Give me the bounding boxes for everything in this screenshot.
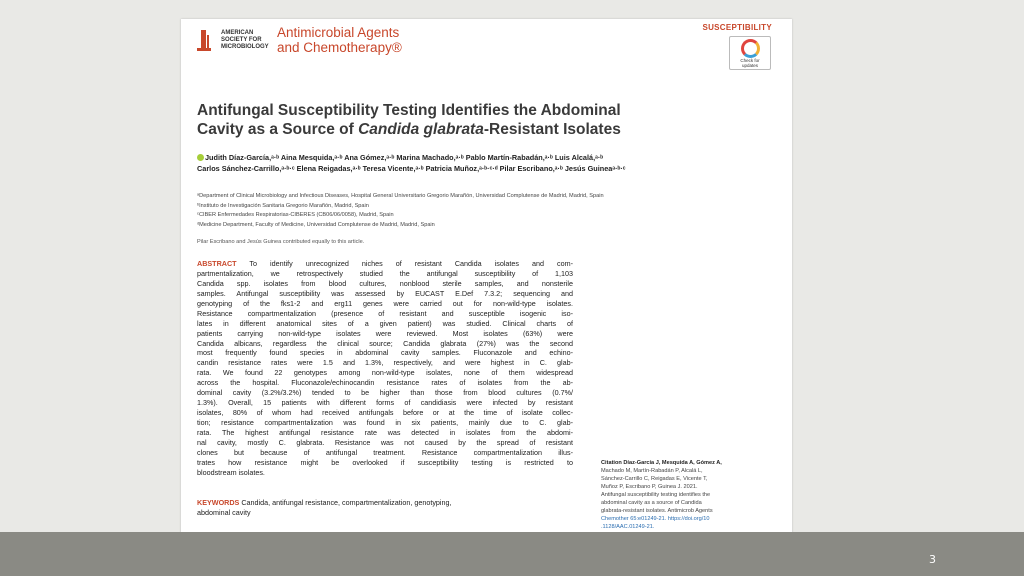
abstract-line: Candida albicans, regardless the clinical source; Candida glabrata (27%) was the second	[197, 338, 573, 348]
abstract-line: isolates, 80% of whom had received antifungals before or at the time of isolate collec-	[197, 408, 573, 418]
author-list	[197, 152, 777, 174]
title-species: Candida glabrata	[358, 121, 484, 138]
title-text: -Resistant Isolates	[483, 121, 621, 138]
journal-name	[277, 25, 402, 55]
affiliation: ᵇInstituto de Investigación Sanitaria Gregorio Marañón, Madrid, Spain	[197, 202, 369, 209]
author-line	[197, 163, 777, 174]
citation-line: abdominal cavity as a source of Candida	[601, 500, 702, 506]
journal-line: and Chemotherapy®	[277, 40, 402, 55]
journal-line: Antimicrobial Agents	[277, 25, 400, 40]
citation-line: Sánchez-Carrillo C, Reigadas E, Vicente T,	[601, 476, 708, 482]
abstract-line: dominal cavity (3.2%/3.2%) tended to be higher than those from blood cultures (0.7%/	[197, 388, 573, 398]
doi-link[interactable]: .1128/AAC.01249-21.	[601, 524, 655, 530]
contribution-note: Pilar Escribano and Jesús Guinea contributed equally to this article.	[197, 239, 365, 245]
keywords-line	[197, 498, 573, 508]
check-for-updates-button[interactable]	[729, 36, 771, 70]
abstract-label: ABSTRACT	[197, 259, 237, 268]
affiliation: ᵃDepartment of Clinical Microbiology and Infectious Diseases, Hospital General Universitario Gregorio Marañón, Universidad Complutense de Madrid, Madrid, Spain	[197, 193, 604, 199]
citation-line: Antifungal susceptibility testing identifies the	[601, 492, 711, 498]
keywords-label: KEYWORDS	[197, 498, 240, 507]
keywords-line: abdominal cavity	[197, 508, 251, 517]
citation-line: Muñoz P, Escribano P, Guinea J. 2021.	[601, 484, 698, 490]
author-names: Judith Díaz-García,ᵃ·ᵇ Aina Mesquida,ᵃ·ᵇ Ana Gómez,ᵃ·ᵇ Marina Machado,ᵃ·ᵇ Pablo Martín-Rabadán,ᵃ·ᵇ Luis Alcalá,ᵃ·ᵇ	[205, 153, 604, 162]
abstract-line: rata. The highest antifungal resistance rate was detected in isolates from the abdomi-	[197, 427, 573, 437]
abstract-line: nal cavity, mostly C. glabrata. Resistance was not caused by the spread of resistant	[197, 437, 573, 447]
org-line: SOCIETY FOR	[221, 37, 262, 43]
title-line: Antifungal Susceptibility Testing Identifies the Abdominal	[197, 102, 621, 119]
affiliation: ᵈMedicine Department, Faculty of Medicine, Universidad Complutense de Madrid, Madrid, Spain	[197, 221, 435, 228]
abstract-line: clones but because of antifungal treatment. Resistance compartmentalization illus-	[197, 447, 573, 457]
article-title	[197, 101, 737, 139]
slide-footer-band	[0, 532, 1024, 576]
citation-box	[601, 459, 761, 539]
journal-article-page	[181, 19, 792, 552]
asm-logo-icon	[195, 27, 215, 55]
abstract-line: across the hospital. Fluconazole/echinocandin resistance rates of isolates from the ab-	[197, 378, 573, 388]
abstract-line: Candida spp. isolates from blood cultures, nonblood sterile samples, and nonsterile	[197, 278, 573, 288]
section-label: SUSCEPTIBILITY	[702, 23, 772, 32]
title-line	[197, 120, 737, 139]
abstract-line: tion; resistance compartmentalization was found in six patients, mainly due to C. glab-	[197, 418, 573, 427]
abstract-line: bloodstream isolates.	[197, 467, 265, 477]
org-line: AMERICAN	[221, 30, 254, 36]
check-updates-label: Check for	[740, 58, 760, 63]
author-names: Carlos Sánchez-Carrillo,ᵃ·ᵇ·ᶜ Elena Reigadas,ᵃ·ᵇ Teresa Vicente,ᵃ·ᵇ Patricia Muñoz,ᵃ·ᵇ·ᶜ·ᵈ Pilar Escribano,ᵃ·ᵇ Jesús Guineaᵃ·ᵇ·ᶜ	[197, 164, 626, 173]
abstract-line: partmentalization, we retrospectively studied the antifungal susceptibility of 1,103	[197, 268, 573, 278]
keywords	[197, 498, 573, 518]
citation-line: Citation Díaz-García J, Mesquida A, Gómez A,	[601, 460, 722, 466]
slide-number: 3	[929, 553, 936, 566]
abstract-line: most frequently found species in abdominal cavity samples. Fluconazole and echino-	[197, 348, 573, 358]
affiliations	[197, 192, 604, 230]
abstract-line: lates in different anatomical sites of a given patient) was studied. Clinical charts of	[197, 318, 573, 328]
check-updates-label: updates	[741, 63, 758, 68]
orcid-icon[interactable]	[197, 154, 204, 161]
doi-link[interactable]: Chemother 65:e01249-21. https://doi.org/10	[601, 516, 710, 522]
abstract-text: To identify unrecognized niches of resistant Candida isolates and com-	[249, 259, 573, 268]
title-text: Cavity as a Source of	[197, 121, 359, 138]
abstract-line: genotyping of the fks1-2 and erg11 genes were carried out for non-wild-type isolates.	[197, 298, 573, 308]
keywords-text: Candida, antifungal resistance, compartmentalization, genotyping,	[241, 498, 452, 507]
abstract-line: rata. We found 22 genotypes among non-wild-type isolates, none of them widespread	[197, 368, 573, 378]
org-line: MICROBIOLOGY	[221, 44, 269, 50]
affiliation: ᶜCIBER Enfermedades Respiratorias-CIBERES (CB06/06/0058), Madrid, Spain	[197, 212, 394, 219]
abstract-line	[197, 259, 573, 269]
citation-line: Machado M, Martín-Rabadán P, Alcalá L,	[601, 468, 703, 474]
abstract	[197, 259, 573, 478]
abstract-line: trates how resistance might be overlooked if susceptibility testing is restricted to	[197, 457, 573, 467]
citation-line: glabrata-resistant isolates. Antimicrob Agents	[601, 508, 713, 514]
abstract-line: Resistance compartmentalization (presence of resistant and susceptible isogenic iso-	[197, 308, 573, 318]
abstract-line: candin resistance rates were 1.5 and 1.3%, respectively, and were highest in C. glab-	[197, 358, 573, 368]
author-line	[197, 152, 777, 163]
abstract-line: samples. Antifungal susceptibility was assessed by EUCAST E.Def 7.3.2; sequencing and	[197, 288, 573, 298]
asm-org-name	[221, 30, 269, 51]
abstract-line: patients carrying non-wild-type isolates were reviewed. Most isolates (63%) were	[197, 328, 573, 338]
crossmark-icon	[741, 39, 760, 58]
abstract-line: 1.3%). Overall, 15 patients with different forms of candidiasis were infected by resistant	[197, 398, 573, 408]
